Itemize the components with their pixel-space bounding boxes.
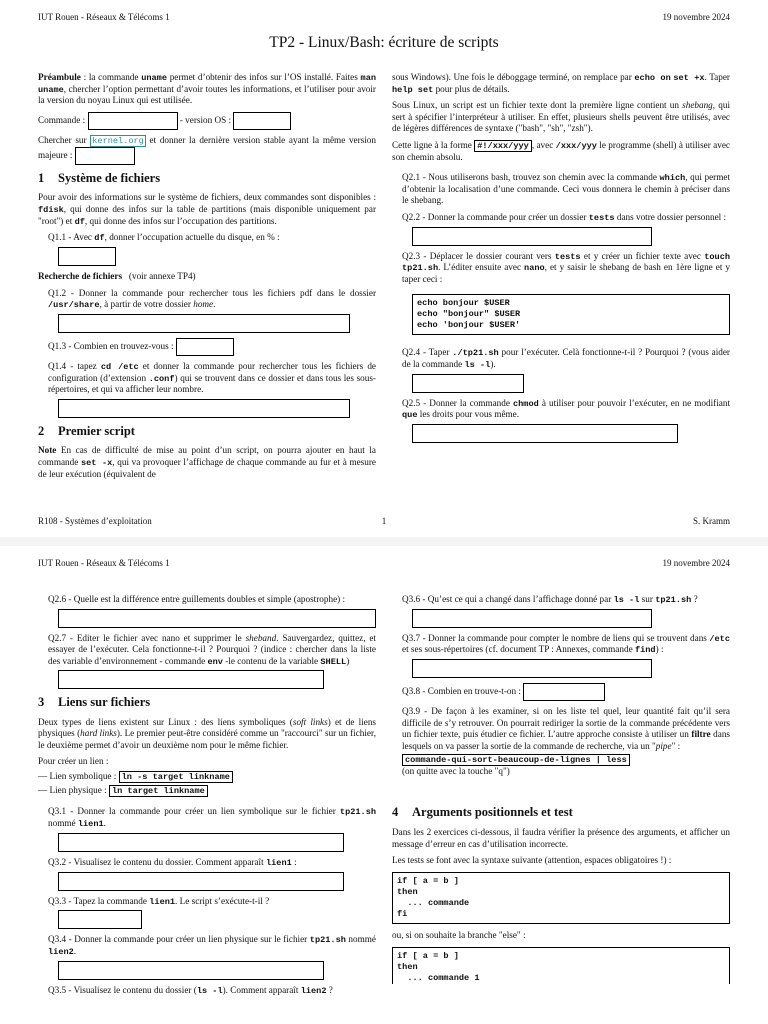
footer-course: R108 - Systèmes d’exploitation	[38, 516, 152, 526]
question-q1-4: Q1.4 - tapez cd /etc et donner la commande pour rechercher tous les fichiers de configuration (d’extension .conf) qui se trouvent dans ce dossier et dans tous les sous-répertoires, et qui va afficher leur nombre.	[48, 361, 376, 418]
question-q3-4: Q3.4 - Donner la commande pour créer un lien physique sur le fichier tp21.sh nommé lien2.	[48, 934, 376, 979]
section-4-syntax: Les tests se font avec la syntaxe suivante (attention, espaces obligatoires !) :	[392, 855, 672, 866]
q3-3-answer-box[interactable]	[58, 910, 142, 929]
pipe-command: commande-qui-sort-beaucoup-de-lignes | less	[402, 754, 630, 766]
question-q1-1: Q1.1 - Avec df, donner l’occupation actuelle du disque, en % :	[48, 232, 376, 266]
q3-8-answer-box[interactable]	[523, 683, 605, 701]
commande-line: Commande : - version OS :	[38, 112, 376, 130]
else-label: ou, si on souhaite la branche "else" :	[392, 930, 526, 941]
code-block-if: if [ a = b ] then ... commande fi	[392, 872, 730, 925]
question-q3-2: Q3.2 - Visualisez le contenu du dossier. Comment apparaît lien1 :	[48, 857, 376, 891]
kernel-paragraph: Chercher sur kernel.org et donner la dernière version stable ayant la même version majeure :	[38, 135, 376, 165]
q2-4-answer-box[interactable]	[412, 374, 524, 393]
q2-2-answer-box[interactable]	[412, 227, 652, 246]
page-footer	[38, 516, 730, 527]
question-q3-6: Q3.6 - Qu’est ce qui a changé dans l’affichage donné par ls -l sur tp21.sh ?	[402, 594, 730, 628]
q3-2-answer-box[interactable]	[58, 872, 344, 891]
section-2-heading: 2 Premier script	[38, 423, 135, 438]
code-block-if-else: if [ a = b ] then ... commande 1	[392, 947, 730, 984]
section-3-heading: 3 Liens sur fichiers	[38, 695, 151, 710]
kernel-version-answer-box[interactable]	[75, 147, 135, 165]
question-q2-1: Q2.1 - Nous utiliserons bash, trouvez son chemin avec la commande which, qui permet d’obtenir la localisation d’une commande. Ceci vous donnera le chemin à préciser dans le shebang.	[402, 172, 731, 206]
q2-5-answer-box[interactable]	[412, 424, 678, 443]
q2-6-answer-box[interactable]	[58, 609, 376, 628]
q1-4-answer-box[interactable]	[58, 399, 350, 418]
q3-7-answer-box[interactable]	[412, 659, 652, 678]
lien-list	[38, 771, 376, 796]
list-item-physique: — Lien physique : ln target linkname	[38, 785, 376, 797]
note-paragraph-start: Note En cas de difficulté de mise au point d’un script, on pourra ajouter en haut la commande set -x, qui va provoquer l’affichage de chaque commande au fur et à mesure de leur exécution (équivalent de	[38, 445, 376, 479]
header-left: IUT Rouen - Réseaux & Télécoms 1	[38, 12, 170, 22]
footer-author: S. Kramm	[693, 516, 730, 526]
page-2-header	[38, 558, 730, 569]
q1-2-answer-box[interactable]	[58, 314, 350, 333]
question-q3-5: Q3.5 - Visualisez le contenu du dossier (ls -l). Comment apparaît lien2 ?	[48, 984, 333, 996]
section-3-intro: Deux types de liens existent sur Linux : des liens symboliques (soft links) et de liens physiques (hard links). Le premier peut-être considéré comme un "raccourci" sur un fichier, le deuxième permet d’avoir un deuxième nom pour le même fichier.	[38, 716, 376, 750]
q3-1-answer-box[interactable]	[58, 833, 344, 852]
question-q2-5: Q2.5 - Donner la commande chmod à utiliser pour pouvoir l’exécuter, en ne modifiant que les droits pour vous même.	[402, 398, 730, 443]
right-column	[392, 72, 730, 448]
q3-6-answer-box[interactable]	[412, 609, 652, 628]
quit-note: (on quitte avec la touche "q")	[402, 765, 510, 776]
creer-lien-label: Pour créer un lien :	[38, 756, 109, 767]
section-4-intro: Dans les 2 exercices ci-dessous, il faudra vérifier la présence des arguments, et afficher un message d’erreur en cas d’utilisation incorrecte.	[392, 827, 730, 849]
page-2	[0, 546, 768, 1024]
question-q1-2: Q1.2 - Donner la commande pour rechercher tous les fichiers pdf dans le dossier /usr/share, à partir de votre dossier home.	[48, 288, 376, 333]
section-1-heading: 1 Système de fichiers	[38, 170, 161, 185]
question-q3-1: Q3.1 - Donner la commande pour créer un lien symbolique sur le fichier tp21.sh nommé lien1.	[48, 806, 376, 851]
code-block-echo: echo bonjour $USER echo "bonjour" $USER echo 'bonjour $USER'	[412, 294, 730, 336]
recherche-heading: Recherche de fichiers (voir annexe TP4)	[38, 271, 196, 282]
list-item-symbolique: — Lien symbolique : ln -s target linkname	[38, 771, 376, 783]
q1-3-answer-box[interactable]	[176, 338, 234, 356]
question-q1-3: Q1.3 - Combien en trouvez-vous :	[48, 338, 376, 356]
question-q3-3: Q3.3 - Tapez la commande lien1. Le script s’exécute-t-il ?	[48, 896, 376, 930]
question-q2-3: Q2.3 - Déplacer le dossier courant vers tests et y créer un fichier texte avec touch tp21.sh. L’éditer ensuite avec nano, et y saisir le shebang de bash en 1ère ligne et y taper ceci :	[402, 250, 731, 285]
question-q2-2: Q2.2 - Donner la commande pour créer un dossier tests dans votre dossier personnel :	[402, 212, 730, 246]
question-q3-9: Q3.9 - De façon à les examiner, si on les liste tel quel, leur quantité fait qu’il sera difficile de s’y retrouver. On pourrait rediriger la sortie de la commande précédente vers un fichier texte, puis étudier ce fichier. L’autre approche consiste à utiliser un filtre dans lesquels on va passer la sortie de la commande de recherche, via un "pipe" : commande-qui-sort-beaucoup-de-lignes | less (on quitte avec la touche "q")	[402, 706, 730, 776]
header-date: 19 novembre 2024	[662, 558, 730, 568]
document-title: TP2 - Linux/Bash: écriture de scripts	[269, 34, 499, 51]
question-q2-7: Q2.7 - Editer le fichier avec nano et supprimer le sheband. Sauvergardez, quittez, et essayer de l’exécuter. Cela fonctionne-t-il ? Pourquoi ? (indice : chercher dans la liste des variable d’environnement - commande env -le contenu de la variable SHELL)	[48, 633, 376, 690]
commande-answer-box[interactable]	[88, 112, 178, 130]
question-q2-6: Q2.6 - Quelle est la différence entre guillements doubles et simple (apostrophe) :	[48, 594, 376, 628]
os-version-answer-box[interactable]	[233, 112, 291, 130]
note-paragraph-end: sous Windows). Une fois le déboggage terminé, on remplace par echo on set +x. Taper help set pour plus de détails.	[392, 72, 730, 95]
forme-paragraph: Cette ligne à la forme #!/xxx/yyy , avec /xxx/yyy le programme (shell) à utiliser avec son chemin absolu.	[392, 139, 731, 162]
kernel-org-link[interactable]: kernel.org	[92, 135, 144, 146]
section-4-heading: 4 Arguments positionnels et test	[392, 805, 573, 820]
shebang-paragraph: Sous Linux, un script est un fichier texte dont la première ligne contient un shebang, qui sert à spécifier l’interpréteur à utiliser. En effet, plusieurs shells peuvent être utilisés, avec de légères différences de syntaxe ("bash", "sh", "zsh").	[392, 100, 730, 134]
q3-4-answer-box[interactable]	[58, 961, 324, 980]
question-q2-4: Q2.4 - Taper ./tp21.sh pour l’exécuter. Celà fonctionne-t-il ? Pourquoi ? (vous aider de la commande ls -l).	[402, 347, 730, 392]
page-header	[38, 12, 730, 23]
preambule-paragraph: Préambule : la commande uname permet d’obtenir des infos sur l’OS installé. Faites man uname, chercher l’option permettant d’avoir toutes les informations, et l’utiliser pour avoir la version du noyau Linux qui est utilisée.	[38, 72, 377, 106]
question-q3-7: Q3.7 - Donner la commande pour compter le nombre de liens qui se trouvent dans /etc et ses sous-répertoires (cf. document TP : Annexes, commande find) :	[402, 633, 730, 678]
left-column-page-2	[38, 594, 376, 1001]
q2-7-answer-box[interactable]	[58, 670, 324, 689]
q1-1-answer-box[interactable]	[58, 247, 116, 266]
question-q3-8: Q3.8 - Combien en trouve-t-on :	[402, 683, 730, 701]
header-left: IUT Rouen - Réseaux & Télécoms 1	[38, 558, 170, 568]
footer-page-number: 1	[381, 516, 387, 526]
section-1-intro: Pour avoir des informations sur le système de fichiers, deux commandes sont disponibles : fdisk, qui donne des infos sur la table de partitions (mais disponible uniquement par "root") et df, qui donne des infos sur l’occupation des partitions.	[38, 192, 376, 227]
header-date: 19 novembre 2024	[662, 12, 730, 22]
left-column	[38, 72, 376, 485]
right-column-page-2	[392, 594, 730, 988]
